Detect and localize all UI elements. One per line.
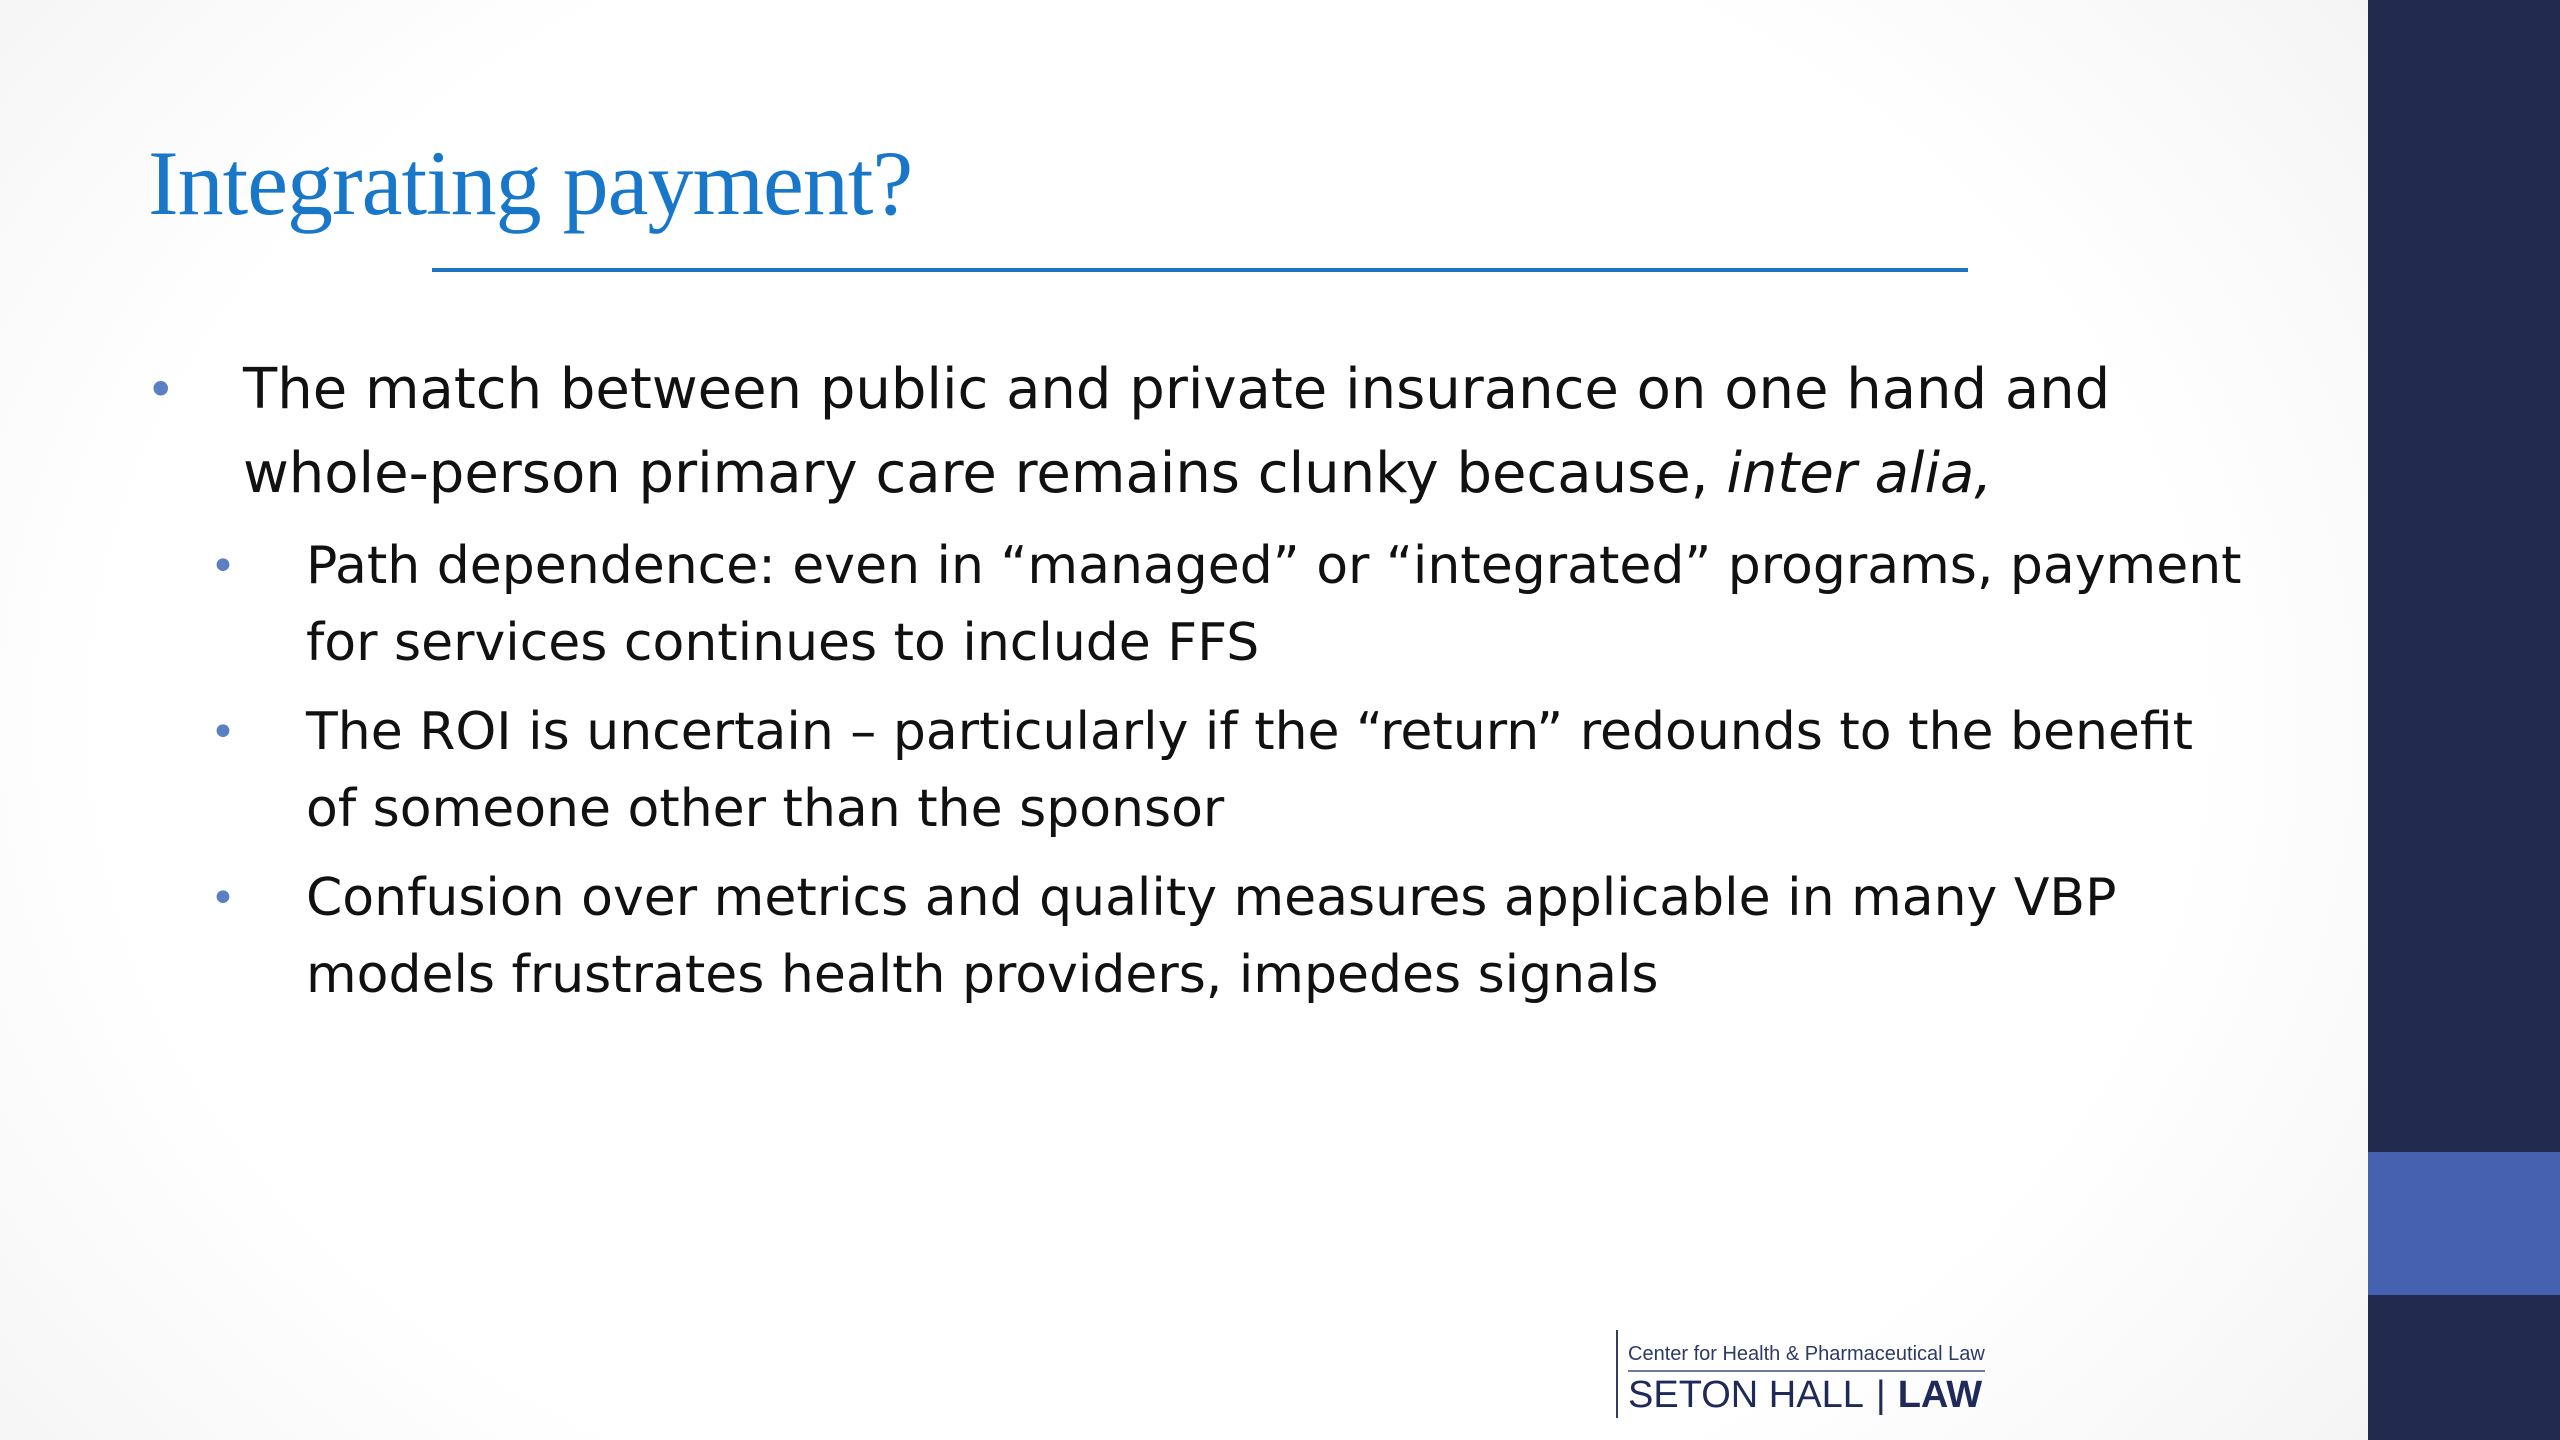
bullet-main-text: The match between public and private insurance on one hand and whole-person primary care remains clunky because, [243, 357, 2111, 506]
bullet-dot-icon: • [146, 361, 176, 419]
bullet-main-italic: inter alia, [1726, 441, 1993, 506]
slide-content [0, 348, 2368, 1026]
slide-title: Integrating payment? [148, 132, 913, 234]
logo-wordmark [1628, 1372, 1985, 1418]
sub-bullet-text: Confusion over metrics and quality measures applicable in many VBP models frustrates health providers, impedes signals [306, 868, 2117, 1005]
title-underline [432, 268, 1968, 272]
sub-bullet-roi [0, 694, 2246, 848]
logo-law: LAW [1897, 1374, 1983, 1416]
sub-bullet-path-dependence [0, 528, 2246, 682]
logo-center-name: Center for Health & Pharmaceutical Law [1628, 1340, 1985, 1372]
bullet-dot-icon: • [210, 541, 236, 592]
sub-bullet-text: Path dependence: even in “managed” or “integrated” programs, payment for services continues to include FFS [306, 536, 2242, 673]
bullet-main [0, 348, 2143, 516]
bullet-dot-icon: • [210, 873, 236, 924]
sub-bullet-metrics [0, 860, 2246, 1014]
logo-school-name: SETON HALL [1628, 1374, 1864, 1416]
seton-hall-law-logo [1616, 1330, 1985, 1418]
bullet-dot-icon: • [210, 707, 236, 758]
logo-separator: | [1875, 1374, 1886, 1416]
sub-bullet-list [0, 528, 2368, 1014]
sub-bullet-text: The ROI is uncertain – particularly if the “return” redounds to the benefit of someone other than the sponsor [306, 702, 2194, 839]
decorative-sidebar-accent [2368, 1152, 2560, 1295]
